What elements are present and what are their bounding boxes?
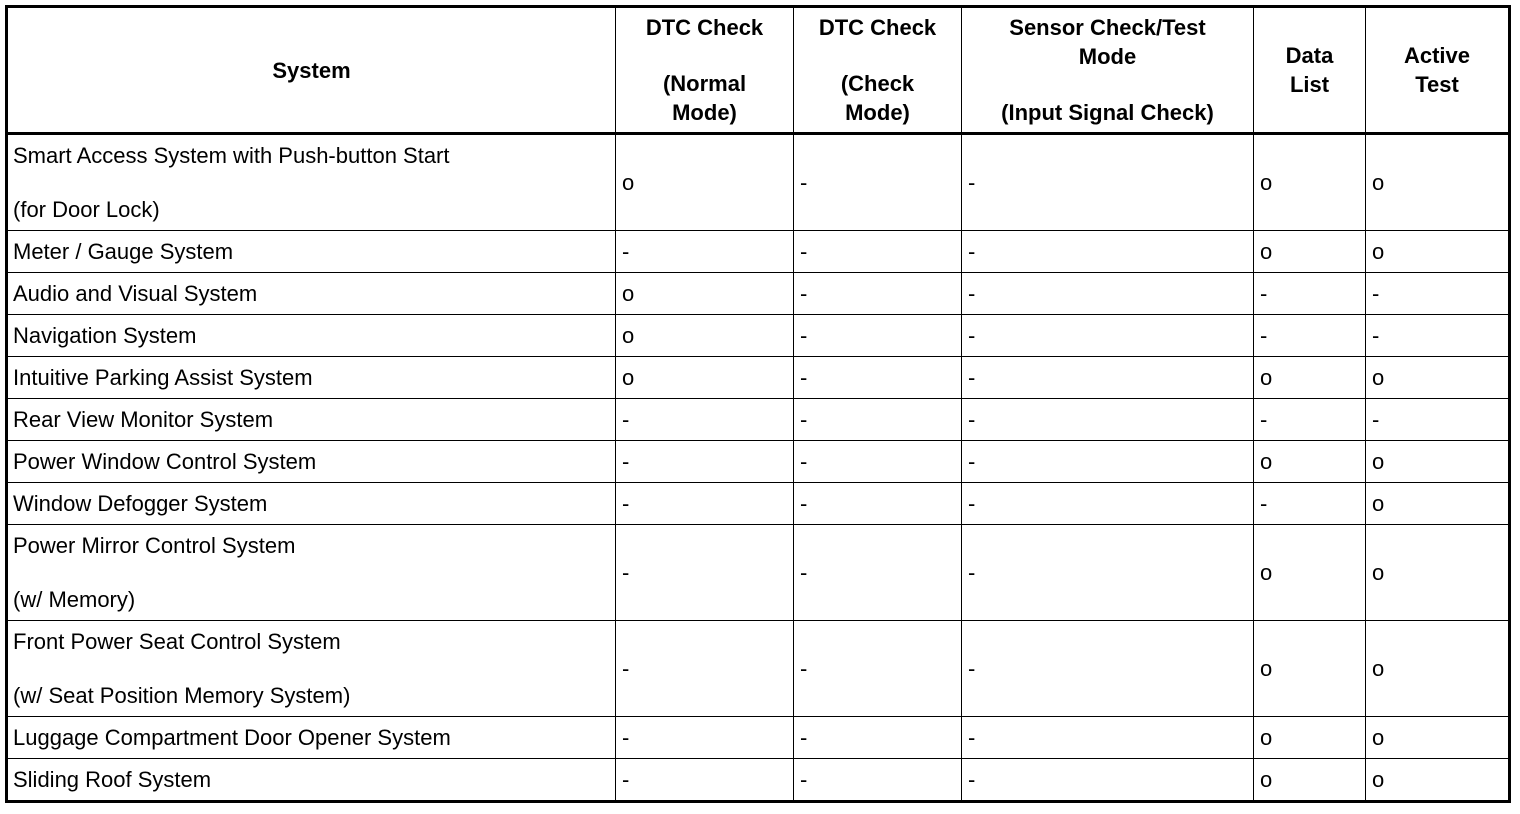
data-list-value: - (1254, 399, 1366, 441)
line-spacer (13, 169, 610, 196)
column-header-active-test (1366, 7, 1510, 134)
table-header (7, 7, 1510, 134)
header-spacer (798, 42, 957, 69)
header-text-line: Data (1285, 43, 1334, 68)
table-row (7, 357, 1510, 399)
table-row (7, 621, 1510, 717)
table-row (7, 399, 1510, 441)
column-header-sensor-check (962, 7, 1254, 134)
system-name-cell (7, 621, 616, 717)
system-name-cell (7, 759, 616, 802)
diagnostic-table-container (5, 5, 1511, 803)
data-list-value: - (1254, 273, 1366, 315)
system-name-cell (7, 483, 616, 525)
dtc-check-value: - (794, 134, 962, 231)
active-test-value: o (1366, 525, 1510, 621)
header-text-line: DTC Check (645, 15, 764, 40)
header-text-line: Sensor Check/Test (1009, 15, 1206, 40)
column-header-data-list (1254, 7, 1366, 134)
system-name-cell (7, 134, 616, 231)
header-text-line: Test (1415, 72, 1459, 97)
header-text-line: (Input Signal Check) (1001, 100, 1214, 125)
header-text-line: (Normal (662, 71, 747, 96)
active-test-value: - (1366, 273, 1510, 315)
column-header-dtc-normal (616, 7, 794, 134)
system-name-cell (7, 717, 616, 759)
header-text-line: DTC Check (818, 15, 937, 40)
system-name: Power Window Control System (13, 449, 317, 474)
active-test-value: o (1366, 357, 1510, 399)
data-list-value: o (1254, 441, 1366, 483)
sensor-check-value: - (962, 315, 1254, 357)
dtc-check-value: - (794, 483, 962, 525)
dtc-check-value: - (794, 357, 962, 399)
dtc-check-value: - (794, 315, 962, 357)
system-name-cell (7, 399, 616, 441)
dtc-normal-value: o (616, 273, 794, 315)
system-name: Power Mirror Control System (13, 533, 296, 558)
active-test-value: o (1366, 759, 1510, 802)
header-text-line: Active (1403, 43, 1471, 68)
header-spacer (966, 71, 1249, 98)
dtc-normal-value: - (616, 399, 794, 441)
sensor-check-value: - (962, 621, 1254, 717)
dtc-check-value: - (794, 717, 962, 759)
dtc-normal-value: - (616, 621, 794, 717)
table-row (7, 483, 1510, 525)
system-name-cell (7, 273, 616, 315)
dtc-normal-value: - (616, 525, 794, 621)
dtc-check-value: - (794, 441, 962, 483)
active-test-value: - (1366, 315, 1510, 357)
system-name: Meter / Gauge System (13, 239, 234, 264)
sensor-check-value: - (962, 273, 1254, 315)
header-spacer (620, 42, 789, 69)
dtc-normal-value: - (616, 759, 794, 802)
system-qualifier: (w/ Seat Position Memory System) (13, 683, 351, 708)
system-name: Front Power Seat Control System (13, 629, 341, 654)
system-name-cell (7, 525, 616, 621)
active-test-value: o (1366, 231, 1510, 273)
header-text-line: Mode) (845, 100, 910, 125)
system-qualifier: (w/ Memory) (13, 587, 136, 612)
sensor-check-value: - (962, 441, 1254, 483)
dtc-normal-value: - (616, 717, 794, 759)
system-name: Rear View Monitor System (13, 407, 274, 432)
table-row (7, 525, 1510, 621)
header-text-line: System (272, 57, 351, 83)
header-row (7, 7, 1510, 134)
dtc-normal-value: - (616, 231, 794, 273)
dtc-check-value: - (794, 273, 962, 315)
system-name: Navigation System (13, 323, 197, 348)
data-list-value: - (1254, 315, 1366, 357)
sensor-check-value: - (962, 357, 1254, 399)
data-list-value: o (1254, 134, 1366, 231)
table-row (7, 315, 1510, 357)
dtc-normal-value: o (616, 357, 794, 399)
header-text-line: List (1289, 72, 1330, 97)
active-test-value: - (1366, 399, 1510, 441)
system-name: Sliding Roof System (13, 767, 212, 792)
column-header-system (7, 7, 616, 134)
line-spacer (13, 655, 610, 682)
header-text-line: Mode) (672, 100, 737, 125)
dtc-normal-value: o (616, 315, 794, 357)
sensor-check-value: - (962, 134, 1254, 231)
sensor-check-value: - (962, 717, 1254, 759)
header-text-line: Mode (1078, 44, 1137, 69)
table-row (7, 441, 1510, 483)
diagnostic-function-table (5, 5, 1511, 803)
sensor-check-value: - (962, 483, 1254, 525)
dtc-check-value: - (794, 399, 962, 441)
header-text-line: (Check (840, 71, 915, 96)
dtc-check-value: - (794, 525, 962, 621)
active-test-value: o (1366, 441, 1510, 483)
table-row (7, 273, 1510, 315)
system-name: Smart Access System with Push-button Start (13, 143, 450, 168)
active-test-value: o (1366, 134, 1510, 231)
sensor-check-value: - (962, 231, 1254, 273)
system-name: Audio and Visual System (13, 281, 258, 306)
data-list-value: - (1254, 483, 1366, 525)
active-test-value: o (1366, 717, 1510, 759)
dtc-check-value: - (794, 759, 962, 802)
data-list-value: o (1254, 357, 1366, 399)
system-name: Window Defogger System (13, 491, 268, 516)
dtc-normal-value: - (616, 483, 794, 525)
data-list-value: o (1254, 621, 1366, 717)
system-qualifier: (for Door Lock) (13, 197, 160, 222)
system-name-cell (7, 357, 616, 399)
data-list-value: o (1254, 717, 1366, 759)
column-header-dtc-check (794, 7, 962, 134)
table-row (7, 717, 1510, 759)
sensor-check-value: - (962, 399, 1254, 441)
dtc-normal-value: o (616, 134, 794, 231)
active-test-value: o (1366, 483, 1510, 525)
sensor-check-value: - (962, 759, 1254, 802)
system-name-cell (7, 231, 616, 273)
dtc-check-value: - (794, 231, 962, 273)
dtc-normal-value: - (616, 441, 794, 483)
data-list-value: o (1254, 525, 1366, 621)
sensor-check-value: - (962, 525, 1254, 621)
table-row (7, 759, 1510, 802)
table-row (7, 134, 1510, 231)
system-name: Intuitive Parking Assist System (13, 365, 313, 390)
line-spacer (13, 559, 610, 586)
table-row (7, 231, 1510, 273)
system-name-cell (7, 441, 616, 483)
system-name-cell (7, 315, 616, 357)
data-list-value: o (1254, 231, 1366, 273)
active-test-value: o (1366, 621, 1510, 717)
system-name: Luggage Compartment Door Opener System (13, 725, 451, 750)
dtc-check-value: - (794, 621, 962, 717)
table-body (7, 134, 1510, 802)
data-list-value: o (1254, 759, 1366, 802)
